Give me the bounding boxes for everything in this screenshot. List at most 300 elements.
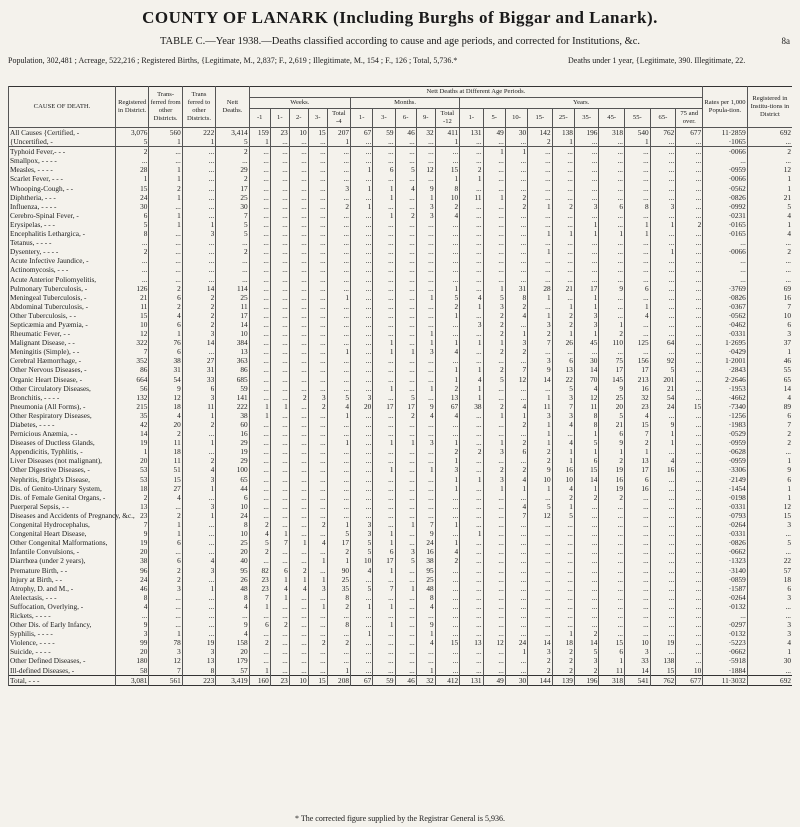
- value-cell: ...: [395, 420, 416, 429]
- value-cell: ...: [351, 284, 373, 293]
- value-cell: ...: [505, 666, 527, 676]
- value-cell: 1: [308, 602, 327, 611]
- value-cell: ...: [676, 647, 703, 656]
- value-cell: ...: [625, 575, 651, 584]
- value-cell: ...: [216, 265, 249, 274]
- value-cell: 10: [528, 475, 553, 484]
- value-cell: ...: [327, 475, 350, 484]
- value-cell: 11: [574, 402, 599, 411]
- value-cell: 132: [115, 393, 148, 402]
- value-cell: ...: [395, 620, 416, 629]
- value-cell: ...: [505, 629, 527, 638]
- value-cell: ...: [528, 556, 553, 565]
- value-cell: ...: [327, 511, 350, 520]
- value-cell: ...: [528, 611, 553, 620]
- value-cell: 4: [216, 629, 249, 638]
- value-cell: ...: [149, 593, 182, 602]
- value-cell: 2: [747, 147, 792, 157]
- value-cell: 100: [216, 465, 249, 474]
- value-cell: 5: [435, 293, 460, 302]
- table-row: [9, 284, 793, 293]
- value-cell: ...: [528, 174, 553, 183]
- value-cell: ...: [676, 311, 703, 320]
- value-cell: ...: [115, 265, 148, 274]
- value-cell: ...: [270, 384, 289, 393]
- value-cell: 3: [483, 302, 505, 311]
- value-cell: ...: [270, 174, 289, 183]
- table-body: [9, 128, 793, 686]
- value-cell: ...: [460, 511, 483, 520]
- value-cell: 363: [216, 356, 249, 365]
- value-cell: ...: [249, 611, 270, 620]
- value-cell: ...: [505, 429, 527, 438]
- value-cell: 15: [650, 666, 676, 676]
- value-cell: ...: [625, 156, 651, 165]
- value-cell: ...: [552, 293, 574, 302]
- value-cell: ...: [460, 438, 483, 447]
- header-nett-by-age: Nett Deaths at Different Age Periods.: [249, 87, 703, 98]
- value-cell: ...: [483, 502, 505, 511]
- value-cell: ...: [270, 302, 289, 311]
- value-cell: 1: [149, 174, 182, 183]
- cause-cell: Abdominal Tuberculosis, -: [9, 302, 116, 311]
- value-cell: ...: [249, 320, 270, 329]
- value-cell: ·0264: [703, 520, 748, 529]
- value-cell: ...: [505, 320, 527, 329]
- value-cell: ...: [460, 247, 483, 256]
- value-cell: ...: [308, 202, 327, 211]
- value-cell: 3: [416, 211, 435, 220]
- value-cell: ...: [435, 275, 460, 284]
- value-cell: ...: [216, 256, 249, 265]
- value-cell: 7: [249, 593, 270, 602]
- value-cell: 7: [373, 584, 395, 593]
- value-cell: ...: [270, 656, 289, 665]
- value-cell: ...: [460, 265, 483, 274]
- value-cell: 1: [650, 220, 676, 229]
- value-cell: ...: [574, 556, 599, 565]
- value-cell: ...: [528, 220, 553, 229]
- value-cell: 21: [650, 384, 676, 393]
- value-cell: 25: [327, 575, 350, 584]
- value-cell: 6: [149, 538, 182, 547]
- value-cell: ...: [289, 502, 308, 511]
- value-cell: 18: [149, 402, 182, 411]
- value-cell: ...: [676, 656, 703, 665]
- value-cell: 141: [216, 393, 249, 402]
- value-cell: ...: [435, 493, 460, 502]
- value-cell: 1: [528, 393, 553, 402]
- value-cell: 4: [270, 584, 289, 593]
- cause-cell: Premature Birth, - -: [9, 566, 116, 575]
- value-cell: 1: [435, 338, 460, 347]
- value-cell: ...: [289, 447, 308, 456]
- value-cell: ...: [249, 284, 270, 293]
- value-cell: ...: [308, 220, 327, 229]
- value-cell: 3: [528, 647, 553, 656]
- value-cell: 23: [249, 575, 270, 584]
- value-cell: ...: [216, 238, 249, 247]
- value-cell: ...: [395, 338, 416, 347]
- value-cell: 54: [650, 393, 676, 402]
- value-cell: ...: [373, 666, 395, 676]
- value-cell: 14: [216, 320, 249, 329]
- value-cell: ...: [149, 147, 182, 157]
- value-cell: 38: [416, 556, 435, 565]
- value-cell: 95: [216, 566, 249, 575]
- value-cell: ...: [483, 202, 505, 211]
- value-cell: ...: [289, 493, 308, 502]
- value-cell: ...: [747, 265, 792, 274]
- value-cell: ...: [373, 511, 395, 520]
- value-cell: ...: [650, 411, 676, 420]
- value-cell: ...: [460, 575, 483, 584]
- value-cell: 16: [747, 293, 792, 302]
- value-cell: ...: [182, 429, 215, 438]
- value-cell: 1: [373, 347, 395, 356]
- value-cell: ...: [625, 502, 651, 511]
- value-cell: 3: [182, 502, 215, 511]
- value-cell: ...: [308, 320, 327, 329]
- value-cell: ...: [395, 566, 416, 575]
- value-cell: 4: [625, 411, 651, 420]
- value-cell: 1: [747, 647, 792, 656]
- table-row: [9, 247, 793, 256]
- value-cell: ...: [182, 184, 215, 193]
- value-cell: 2: [182, 302, 215, 311]
- value-cell: 1: [182, 220, 215, 229]
- value-cell: ...: [289, 402, 308, 411]
- value-cell: ...: [395, 229, 416, 238]
- value-cell: 762: [650, 675, 676, 685]
- value-cell: ...: [308, 465, 327, 474]
- value-cell: ...: [460, 137, 483, 147]
- value-cell: ...: [395, 529, 416, 538]
- value-cell: ...: [308, 511, 327, 520]
- value-cell: ...: [373, 202, 395, 211]
- deaths-under-one: Deaths under 1 year, {Legitimate, 390. Illegitimate, 22.: [568, 56, 746, 65]
- value-cell: ...: [676, 329, 703, 338]
- value-cell: 5: [216, 220, 249, 229]
- value-cell: ...: [483, 629, 505, 638]
- value-cell: ·0826: [703, 293, 748, 302]
- value-cell: ...: [435, 147, 460, 157]
- value-cell: ...: [625, 593, 651, 602]
- value-cell: 1: [182, 137, 215, 147]
- value-cell: ...: [308, 475, 327, 484]
- value-cell: 1: [249, 602, 270, 611]
- cause-cell: Congenital Hydrocephalus,: [9, 520, 116, 529]
- value-cell: ...: [625, 511, 651, 520]
- cause-cell: Violence, - - - -: [9, 638, 116, 647]
- value-cell: ...: [308, 447, 327, 456]
- value-cell: ...: [435, 620, 460, 629]
- value-cell: 9: [528, 465, 553, 474]
- value-cell: ...: [650, 647, 676, 656]
- value-cell: 5: [115, 137, 148, 147]
- value-cell: 1: [395, 438, 416, 447]
- value-cell: ...: [676, 302, 703, 311]
- value-cell: ·0562: [703, 184, 748, 193]
- value-cell: ...: [327, 375, 350, 384]
- value-cell: ...: [416, 284, 435, 293]
- value-cell: 25: [416, 575, 435, 584]
- value-cell: ...: [289, 429, 308, 438]
- value-cell: ...: [308, 611, 327, 620]
- value-cell: ...: [395, 502, 416, 511]
- value-cell: ...: [460, 547, 483, 556]
- value-cell: 6: [373, 547, 395, 556]
- value-cell: 1: [528, 293, 553, 302]
- value-cell: ...: [650, 620, 676, 629]
- table-row: [9, 647, 793, 656]
- value-cell: 1: [435, 375, 460, 384]
- value-cell: 6: [747, 584, 792, 593]
- value-cell: ...: [416, 229, 435, 238]
- value-cell: ...: [182, 247, 215, 256]
- value-cell: 2: [505, 347, 527, 356]
- value-cell: 2: [182, 311, 215, 320]
- value-cell: ...: [460, 275, 483, 284]
- value-cell: ...: [747, 666, 792, 676]
- value-cell: 75: [599, 356, 625, 365]
- value-cell: ...: [249, 393, 270, 402]
- value-cell: ...: [676, 275, 703, 284]
- value-cell: 11·2859: [703, 128, 748, 138]
- value-cell: ...: [289, 311, 308, 320]
- cause-cell: Total, - - -: [9, 675, 116, 685]
- value-cell: 24: [650, 402, 676, 411]
- value-cell: 2: [460, 447, 483, 456]
- value-cell: ...: [270, 420, 289, 429]
- value-cell: 15: [574, 465, 599, 474]
- value-cell: ...: [483, 247, 505, 256]
- value-cell: ...: [373, 265, 395, 274]
- table-row: [9, 429, 793, 438]
- value-cell: ...: [395, 238, 416, 247]
- value-cell: ...: [676, 293, 703, 302]
- value-cell: 1: [460, 302, 483, 311]
- value-cell: ...: [373, 220, 395, 229]
- value-cell: ·0231: [703, 211, 748, 220]
- value-cell: ...: [650, 593, 676, 602]
- value-cell: 3: [552, 411, 574, 420]
- value-cell: 1: [483, 338, 505, 347]
- value-cell: ...: [747, 529, 792, 538]
- value-cell: ·5918: [703, 656, 748, 665]
- value-cell: 3: [149, 584, 182, 593]
- value-cell: ...: [308, 193, 327, 202]
- value-cell: 2: [552, 202, 574, 211]
- value-cell: 2: [528, 137, 553, 147]
- value-cell: ...: [599, 220, 625, 229]
- value-cell: ...: [327, 384, 350, 393]
- value-cell: ...: [460, 311, 483, 320]
- value-cell: 15: [308, 128, 327, 138]
- value-cell: 1: [249, 666, 270, 676]
- value-cell: ...: [270, 293, 289, 302]
- value-cell: 3: [747, 629, 792, 638]
- value-cell: 18: [747, 575, 792, 584]
- value-cell: ...: [149, 502, 182, 511]
- value-cell: ...: [747, 137, 792, 147]
- value-cell: ...: [552, 602, 574, 611]
- value-cell: ...: [289, 347, 308, 356]
- value-cell: ...: [351, 275, 373, 284]
- value-cell: ...: [574, 147, 599, 157]
- cause-cell: Cerebral Hæmorrhage, -: [9, 356, 116, 365]
- value-cell: 14: [574, 638, 599, 647]
- value-cell: ...: [270, 256, 289, 265]
- cause-cell: Rickets, - - - -: [9, 611, 116, 620]
- value-cell: ...: [373, 137, 395, 147]
- value-cell: ...: [373, 365, 395, 374]
- value-cell: ...: [373, 447, 395, 456]
- value-cell: 33: [625, 656, 651, 665]
- value-cell: 1: [249, 402, 270, 411]
- value-cell: ...: [373, 484, 395, 493]
- value-cell: ...: [650, 229, 676, 238]
- value-cell: ...: [289, 547, 308, 556]
- value-cell: 7: [270, 538, 289, 547]
- value-cell: ...: [395, 638, 416, 647]
- value-cell: ...: [149, 156, 182, 165]
- value-cell: ...: [308, 484, 327, 493]
- value-cell: 8: [625, 202, 651, 211]
- value-cell: ...: [149, 265, 182, 274]
- value-cell: ...: [676, 165, 703, 174]
- value-cell: 5: [552, 384, 574, 393]
- value-cell: ...: [327, 338, 350, 347]
- value-cell: ...: [351, 193, 373, 202]
- value-cell: ...: [483, 384, 505, 393]
- value-cell: 5: [747, 538, 792, 547]
- value-cell: 3: [308, 393, 327, 402]
- value-cell: ...: [528, 520, 553, 529]
- value-cell: 14: [528, 375, 553, 384]
- value-cell: ...: [552, 520, 574, 529]
- value-cell: ...: [351, 411, 373, 420]
- value-cell: 5: [351, 538, 373, 547]
- value-cell: 2: [289, 566, 308, 575]
- value-cell: ...: [599, 238, 625, 247]
- table-row: [9, 511, 793, 520]
- value-cell: 17: [599, 365, 625, 374]
- value-cell: ...: [395, 365, 416, 374]
- value-cell: ...: [703, 275, 748, 284]
- value-cell: ...: [650, 484, 676, 493]
- cause-cell: Acute Infective Jaundice, -: [9, 256, 116, 265]
- age-period-header: 35-: [574, 109, 599, 128]
- value-cell: 1: [416, 193, 435, 202]
- value-cell: ...: [599, 293, 625, 302]
- value-cell: 9: [416, 529, 435, 538]
- table-row: [9, 156, 793, 165]
- value-cell: ...: [416, 156, 435, 165]
- table-row: [9, 566, 793, 575]
- value-cell: ...: [351, 638, 373, 647]
- value-cell: 1: [435, 456, 460, 465]
- value-cell: ...: [650, 165, 676, 174]
- value-cell: 7: [528, 338, 553, 347]
- value-cell: ...: [289, 302, 308, 311]
- value-cell: ...: [599, 311, 625, 320]
- value-cell: 1: [435, 438, 460, 447]
- value-cell: ...: [395, 156, 416, 165]
- value-cell: 2: [574, 493, 599, 502]
- value-cell: ...: [650, 493, 676, 502]
- value-cell: 4: [574, 384, 599, 393]
- value-cell: ...: [249, 629, 270, 638]
- value-cell: 3: [460, 320, 483, 329]
- value-cell: ...: [351, 265, 373, 274]
- value-cell: 5: [747, 202, 792, 211]
- value-cell: 1: [574, 329, 599, 338]
- age-period-header: 55-: [625, 109, 651, 128]
- value-cell: ...: [416, 220, 435, 229]
- age-period-header: 3-: [308, 109, 327, 128]
- value-cell: ...: [625, 184, 651, 193]
- value-cell: 3: [574, 311, 599, 320]
- value-cell: 2: [552, 320, 574, 329]
- value-cell: ...: [528, 265, 553, 274]
- value-cell: 20: [115, 647, 148, 656]
- value-cell: ...: [625, 556, 651, 565]
- value-cell: ...: [574, 575, 599, 584]
- value-cell: ...: [435, 229, 460, 238]
- value-cell: ...: [327, 629, 350, 638]
- value-cell: ...: [270, 220, 289, 229]
- value-cell: 5: [574, 438, 599, 447]
- value-cell: 11: [182, 402, 215, 411]
- value-cell: ...: [351, 375, 373, 384]
- value-cell: 3,076: [115, 128, 148, 138]
- value-cell: 1: [528, 438, 553, 447]
- value-cell: ...: [289, 156, 308, 165]
- value-cell: ...: [327, 302, 350, 311]
- value-cell: 156: [625, 356, 651, 365]
- table-row: [9, 502, 793, 511]
- value-cell: ...: [676, 429, 703, 438]
- header-nett-deaths: Nett Deaths.: [216, 87, 249, 128]
- value-cell: ...: [327, 611, 350, 620]
- value-cell: ...: [528, 547, 553, 556]
- value-cell: 7: [216, 211, 249, 220]
- age-period-header: -1: [249, 109, 270, 128]
- value-cell: 685: [216, 375, 249, 384]
- table-row: [9, 411, 793, 420]
- value-cell: ...: [650, 174, 676, 183]
- table-row: [9, 193, 793, 202]
- value-cell: ...: [395, 475, 416, 484]
- value-cell: 8: [505, 293, 527, 302]
- value-cell: 24: [115, 575, 148, 584]
- value-cell: ...: [395, 375, 416, 384]
- value-cell: 20: [115, 456, 148, 465]
- value-cell: ·3306: [703, 465, 748, 474]
- value-cell: 1: [483, 484, 505, 493]
- value-cell: 1: [289, 538, 308, 547]
- value-cell: 2: [528, 329, 553, 338]
- value-cell: 1: [528, 429, 553, 438]
- value-cell: 2: [435, 447, 460, 456]
- cause-cell: Nephritis, Bright's Disease,: [9, 475, 116, 484]
- value-cell: 1: [270, 575, 289, 584]
- value-cell: ...: [650, 238, 676, 247]
- value-cell: 1: [149, 137, 182, 147]
- value-cell: ...: [270, 238, 289, 247]
- value-cell: 1: [373, 602, 395, 611]
